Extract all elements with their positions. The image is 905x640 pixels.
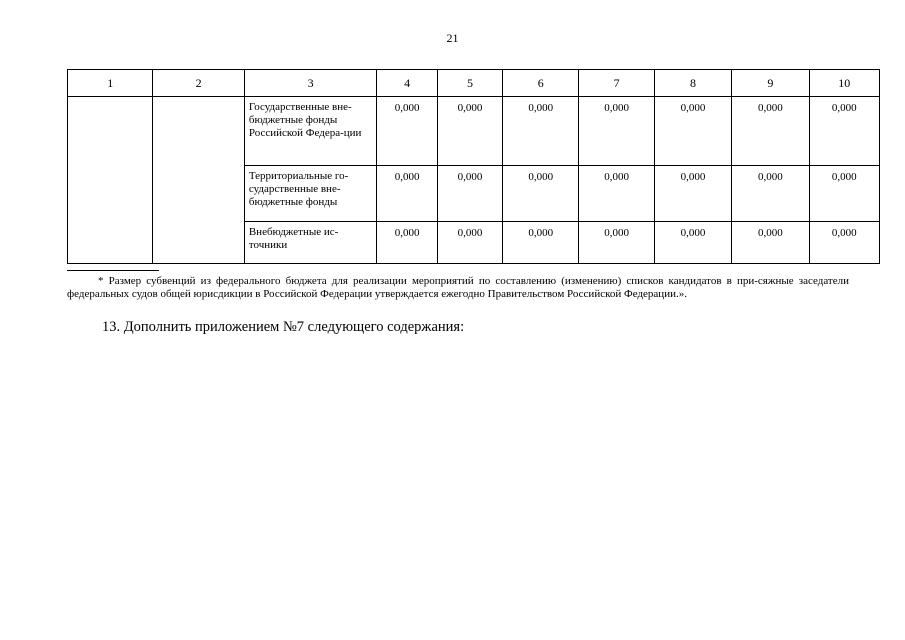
table-cell: 0,000 bbox=[503, 97, 579, 166]
section-paragraph: 13. Дополнить приложением №7 следующего содержания: bbox=[102, 319, 465, 335]
empty-cell-col2 bbox=[153, 97, 244, 264]
table-cell: 0,000 bbox=[654, 166, 731, 222]
column-header: 5 bbox=[437, 70, 502, 97]
table-cell: 0,000 bbox=[732, 222, 809, 264]
empty-cell-col1 bbox=[68, 97, 153, 264]
table-cell: 0,000 bbox=[437, 166, 502, 222]
column-header: 1 bbox=[68, 70, 153, 97]
column-header: 3 bbox=[244, 70, 377, 97]
table-cell: 0,000 bbox=[809, 166, 879, 222]
budget-table bbox=[67, 69, 880, 264]
table-cell: 0,000 bbox=[732, 97, 809, 166]
table-cell: 0,000 bbox=[579, 97, 654, 166]
table-cell: 0,000 bbox=[654, 97, 731, 166]
table-cell: 0,000 bbox=[503, 222, 579, 264]
table-row bbox=[68, 97, 880, 166]
table-cell: 0,000 bbox=[377, 97, 437, 166]
table-cell: 0,000 bbox=[377, 222, 437, 264]
table-cell: 0,000 bbox=[377, 166, 437, 222]
column-header: 10 bbox=[809, 70, 879, 97]
table-cell: 0,000 bbox=[503, 166, 579, 222]
column-header: 8 bbox=[654, 70, 731, 97]
row-label: Территориальные го-сударственные вне-бюджетные фонды bbox=[244, 166, 377, 222]
page-number: 21 bbox=[446, 31, 459, 45]
column-header: 9 bbox=[732, 70, 809, 97]
row-label: Государственные вне-бюджетные фонды Российской Федера-ции bbox=[244, 97, 377, 166]
table-cell: 0,000 bbox=[654, 222, 731, 264]
table-cell: 0,000 bbox=[579, 166, 654, 222]
column-header: 4 bbox=[377, 70, 437, 97]
footnote-text: * Размер субвенций из федерального бюджета для реализации мероприятий по составлению (изменению) списков кандидатов в при-сяжные заседатели федеральных судов общей юрисдикции в Российской Федерации утверждается ежегодно Правительством Российской Федерации.». bbox=[67, 275, 849, 300]
footnote-divider bbox=[67, 270, 159, 271]
table-cell: 0,000 bbox=[809, 97, 879, 166]
table-cell: 0,000 bbox=[732, 166, 809, 222]
table-cell: 0,000 bbox=[437, 222, 502, 264]
table-cell: 0,000 bbox=[437, 97, 502, 166]
table-cell: 0,000 bbox=[809, 222, 879, 264]
table-cell: 0,000 bbox=[579, 222, 654, 264]
table-header-row bbox=[68, 70, 880, 97]
column-header: 2 bbox=[153, 70, 244, 97]
column-header: 6 bbox=[503, 70, 579, 97]
column-header: 7 bbox=[579, 70, 654, 97]
row-label: Внебюджетные ис-точники bbox=[244, 222, 377, 264]
